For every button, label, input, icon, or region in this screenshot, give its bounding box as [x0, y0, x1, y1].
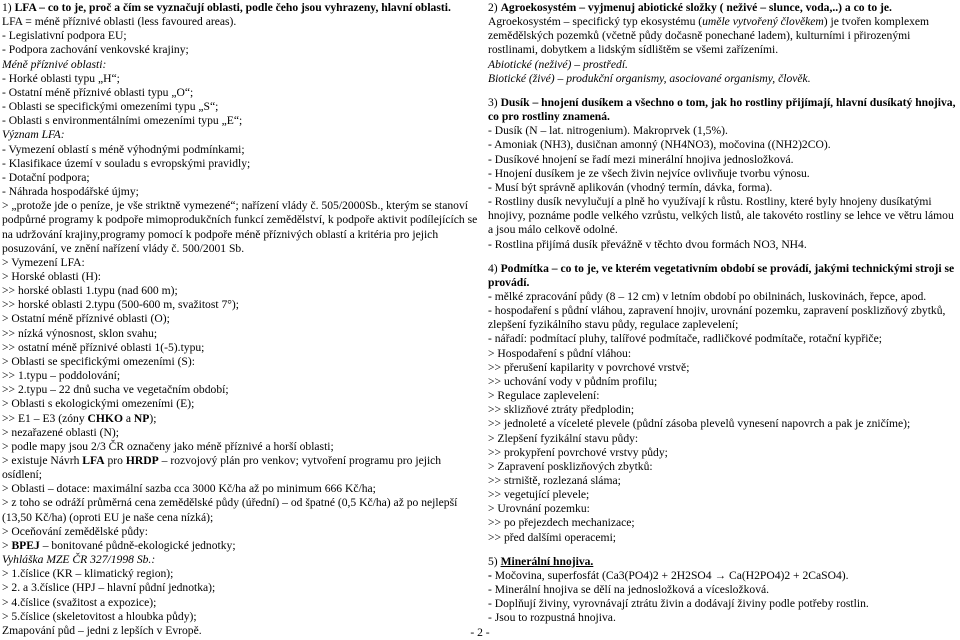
text-segment: > Ostatní méně příznivé oblasti (O);: [2, 312, 170, 326]
text-segment: NP: [133, 411, 150, 425]
text-segment: Biotické (živé) – produkční organismy, asociované organismy, člověk.: [488, 71, 811, 85]
text-line: [488, 417, 958, 431]
text-segment: 4): [488, 261, 501, 275]
text-segment: 2): [488, 1, 501, 14]
text-segment: - Jsou to rozpustná hnojiva.: [488, 611, 616, 625]
text-segment: - Rostlina přijímá dusík převážně v těchto dvou formách NO3, NH4.: [488, 237, 807, 251]
text-segment: - Dusíkové hnojení se řadí mezi minerální hnojiva jednosložková.: [488, 152, 794, 166]
text-line: [488, 516, 958, 530]
text-segment: – co to je, proč a: [36, 1, 123, 14]
text-segment: Agroekosystém – specifický typ ekosystému (: [488, 15, 703, 29]
text-line: [2, 596, 478, 610]
text-line: [488, 460, 958, 474]
text-segment: >> horské oblasti 1.typu (nad 600 m);: [2, 284, 178, 298]
text-segment: - Doplňují živiny, vyrovnávají ztrátu živin a dodávají živiny podle potřeby rostlin.: [488, 597, 869, 611]
text-segment: Podmítka – co to je, ve kterém vegetativním období se provádí, jakými technickými stroji se provádí.: [488, 261, 955, 289]
text-segment: HRDP: [125, 454, 159, 467]
text-line: [2, 86, 478, 100]
text-line: [2, 567, 478, 581]
text-line: [488, 432, 958, 446]
text-segment: Dusík – hnojení dusíkem a všechno o tom, jak ho rostliny přijímají, hlavní dusíkatý hnojiva, co pro rostliny znamená.: [488, 95, 956, 124]
text-segment: - Legislativní podpora EU;: [2, 29, 127, 43]
page-number: - 2 -: [470, 626, 490, 639]
text-segment: Vyhláška MZE ČR 327/1998 Sb.:: [2, 553, 156, 567]
text-segment: - Rostliny dusík nevylučují a plně ho využívají k růstu. Rostliny, které byly hnojeny dusíkatými hnojivy, poznáme podle velkého vzrůstu, velkých listů, ale takovéto rostliny se lehce ve větru lámou a jsou málo celkově odolné.: [488, 195, 954, 237]
text-line: [2, 525, 478, 539]
text-segment: Význam LFA:: [2, 128, 65, 142]
text-line: [2, 355, 478, 369]
text-line: [488, 361, 958, 375]
text-line: [488, 332, 958, 346]
text-line: [488, 124, 958, 138]
right-column: [488, 1, 958, 626]
text-segment: > „protože jde o peníze, je vše striktně vymezené“; nařízení vlády č. 505/2000Sb., kterým se stanoví podpůrné programy k podpoře mimoprodukčních funkcí zemědělství, k podpoře aktivit podílejících se na udržování krajiny,programy pomocí k podpoře méně příznivých oblastí a kritéria pro jejich posuzování, ve znění nařízení vlády č. 500/2001 Sb.: [2, 199, 478, 255]
text-line: [488, 72, 958, 86]
text-line: [488, 290, 958, 304]
text-line: [2, 312, 478, 326]
text-segment: a: [122, 411, 134, 425]
text-segment: > Horské oblasti (H):: [2, 269, 101, 283]
text-line: [488, 167, 958, 181]
paragraph-gap: [488, 252, 958, 262]
text-segment: 3): [488, 95, 501, 109]
text-line: [488, 597, 958, 611]
text-line: [2, 454, 478, 482]
text-segment: >> ostatní méně příznivé oblasti 1(-5).typu;: [2, 340, 205, 354]
text-segment: Méně příznivé oblasti:: [2, 57, 107, 71]
text-segment: ) je tvořen komplexem zemědělských pozemků (včetně půdy dočasně ponechané ladem), kulturními i přirozenými rostlinami, dobytkem a lidským sídlištěm se všemi zařízeními.: [488, 15, 930, 57]
text-line: [2, 496, 478, 524]
text-segment: > podle mapy jsou 2/3 ČR označeny jako méně příznivé a horší oblasti;: [2, 439, 334, 453]
text-segment: > 4.číslice (svažitost a expozice);: [2, 595, 157, 609]
text-segment: Abiotické (neživé) – prostředí.: [488, 57, 628, 71]
text-line: [2, 581, 478, 595]
text-segment: > z toho se odráží průměrná cena zemědělské půdy (úřední) – od špatné (0,5 Kč/ha) až po nejlepší (13,50 Kč/ha) (oproti EU je naše cena nízká);: [2, 496, 458, 524]
text-line: [2, 256, 478, 270]
text-segment: Agroekosystém – vyjmenuj abiotické složky ( neživé – slunce, voda,..) a co to je.: [500, 1, 892, 14]
text-line: [488, 304, 958, 332]
text-segment: - Musí být správně aplikován (vhodný termín, dávka, forma).: [488, 180, 773, 194]
paragraph-gap: [488, 545, 958, 555]
text-segment: > 1.číslice (KR – klimatický region);: [2, 567, 174, 581]
text-segment: LFA: [82, 454, 105, 467]
text-line: [2, 72, 478, 86]
text-line: [488, 583, 958, 597]
text-segment: - Hnojení dusíkem je ze všech živin nejvíce ovlivňuje tvorbu výnosu.: [488, 166, 810, 180]
text-line: [2, 171, 478, 185]
text-segment: BPEJ: [11, 538, 40, 552]
text-segment: > Oblasti – dotace: maximální sazba cca 3000 Kč/ha až po minimum 666 Kč/ha;: [2, 482, 376, 496]
text-segment: pro: [104, 454, 126, 467]
text-segment: - Ostatní méně příznivé oblasti typu „O“;: [2, 85, 194, 99]
text-line: [488, 403, 958, 417]
text-segment: - Minerální hnojiva se dělí na jednosložková a vícesložková.: [488, 583, 770, 597]
text-segment: uměle vytvořený člověkem: [702, 15, 824, 29]
text-segment: -: [488, 568, 495, 582]
text-segment: LFA = méně příznivé oblasti (less favoured areas).: [2, 15, 237, 29]
text-line: [2, 426, 478, 440]
text-segment: > Regulace zaplevelení:: [488, 389, 600, 403]
text-segment: 5): [488, 554, 501, 568]
text-segment: > Hospodaření s půdní vláhou:: [488, 346, 632, 360]
text-line: [2, 58, 478, 72]
text-segment: - hospodaření s půdní vláhou, zapravení hnojiv, urovnání pozemku, zapravení posklizňový zbytků, zlepšení fyzikálního stavu půdy, regulace zaplevelení;: [488, 304, 946, 332]
text-segment: >> jednoleté a víceleté plevele (půdní zásoba plevelů vynesení napovrch a pak je zničíme);: [488, 417, 911, 431]
text-line: [488, 181, 958, 195]
text-segment: - Oblasti s environmentálními omezeními typu „E“;: [2, 114, 243, 128]
text-segment: – rozvojový plán pro venkov; vytvoření programu pro jejich osídlení;: [2, 454, 442, 482]
text-line: [2, 143, 478, 157]
text-segment: - Náhrada hospodářské újmy;: [2, 185, 139, 199]
paragraph-gap: [488, 86, 958, 96]
text-line: [2, 397, 478, 411]
text-line: [2, 1, 478, 15]
text-line: [2, 412, 478, 426]
text-segment: >> horské oblasti 2.typu (500-600 m, svažitost 7°);: [2, 298, 240, 312]
text-segment: > 5.číslice (skeletovitost a hloubka půdy);: [2, 609, 197, 623]
text-segment: - Amoniak (NH3), dusičnan amonný (NH4NO3), močovina ((NH2)2CO).: [488, 138, 831, 152]
text-segment: CHKO: [87, 411, 123, 425]
text-line: [2, 327, 478, 341]
text-segment: > Oblasti se specifickými omezeními (S):: [2, 354, 195, 368]
text-line: [2, 341, 478, 355]
text-segment: >> uchování vody v půdním profilu;: [488, 374, 658, 388]
text-segment: > 2. a 3.číslice (HPJ – hlavní půdní jednotka);: [2, 581, 216, 595]
text-line: [488, 531, 958, 545]
text-line: [2, 539, 478, 553]
text-segment: >> po přejezdech mechanizace;: [488, 516, 635, 530]
text-segment: > Zapravení posklizňových zbytků:: [488, 459, 653, 473]
text-line: [488, 262, 958, 290]
text-line: [488, 611, 958, 625]
text-line: [488, 238, 958, 252]
text-segment: LFA: [14, 1, 37, 14]
text-segment: - Podpora zachování venkovské krajiny;: [2, 43, 189, 57]
text-line: [2, 553, 478, 567]
text-line: [2, 15, 478, 29]
text-segment: se vyznačují oblasti, podle čeho jsou vyhrazeny, hlavní oblasti.: [141, 1, 451, 14]
text-line: [488, 153, 958, 167]
text-segment: - Horké oblasti typu „H“;: [2, 71, 120, 85]
text-segment: >> prokypření povrchové vrstvy půdy;: [488, 445, 668, 459]
text-segment: - nářadí: podmítací pluhy, talířové podmítače, radličkové podmítače, rotační kypřiče;: [488, 332, 882, 346]
text-line: [2, 440, 478, 454]
text-segment: > Vymezení LFA:: [2, 255, 85, 269]
text-segment: >> nízká výnosnost, sklon svahu;: [2, 326, 158, 340]
text-segment: >> před dalšími operacemi;: [488, 530, 617, 544]
text-line: [2, 284, 478, 298]
text-line: [488, 58, 958, 72]
left-column: [2, 1, 478, 638]
text-line: [2, 383, 478, 397]
text-segment: > Zlepšení fyzikální stavu půdy:: [488, 431, 639, 445]
text-line: [488, 569, 958, 583]
text-line: [2, 29, 478, 43]
text-line: [488, 502, 958, 516]
text-segment: - Klasifikace území v souladu s evropskými pravidly;: [2, 156, 251, 170]
text-line: [488, 195, 958, 237]
text-line: [488, 1, 958, 15]
text-line: [488, 138, 958, 152]
text-line: [2, 610, 478, 624]
text-segment: - Vymezení oblastí s méně výhodnými podmínkami;: [2, 142, 245, 156]
text-segment: > existuje Návrh: [2, 454, 83, 467]
text-line: [488, 446, 958, 460]
text-line: [488, 96, 958, 124]
text-line: [488, 488, 958, 502]
text-segment: čím: [122, 1, 141, 14]
text-segment: >> strniště, rozlezaná sláma;: [488, 474, 621, 487]
text-line: [2, 128, 478, 142]
text-segment: >: [2, 538, 12, 552]
text-line: [2, 270, 478, 284]
text-line: [488, 474, 958, 488]
text-segment: - Dusík (N – lat. nitrogenium). Makroprvek (1,5%).: [488, 124, 728, 138]
text-line: [488, 347, 958, 361]
text-line: [2, 43, 478, 57]
text-line: [2, 185, 478, 199]
text-line: [488, 555, 958, 569]
text-segment: > Oceňování zemědělské půdy:: [2, 524, 148, 538]
text-segment: > Oblasti s ekologickými omezeními (E);: [2, 397, 195, 411]
text-line: [2, 157, 478, 171]
text-segment: >> sklizňové ztráty předplodin;: [488, 403, 635, 417]
text-segment: 1): [2, 1, 15, 14]
text-segment: Zmapování půd – jedni z lepších v Evropě.: [2, 623, 202, 637]
text-segment: Močovina, superfosfát (Ca3(PO4)2 + 2H2SO4 → Ca(H2PO4)2 + 2CaSO4).: [494, 568, 849, 582]
text-segment: );: [149, 411, 157, 425]
text-line: [2, 298, 478, 312]
text-line: [488, 389, 958, 403]
text-line: [2, 199, 478, 256]
text-line: [2, 482, 478, 496]
text-line: [2, 369, 478, 383]
text-segment: >> vegetující plevele;: [488, 488, 590, 502]
text-line: [2, 114, 478, 128]
text-segment: > nezařazené oblasti (N);: [2, 425, 119, 439]
text-segment: - mělké zpracování půdy (8 – 12 cm) v letním období po obilninách, luskovinách, řepce, apod.: [488, 289, 927, 303]
text-segment: - Oblasti se specifickými omezeními typu „S“;: [2, 100, 219, 114]
text-segment: – bonitované půdně-ekologické jednotky;: [39, 538, 236, 552]
text-line: [488, 375, 958, 389]
text-segment: >> E1 – E3 (zóny: [2, 411, 88, 425]
text-segment: >> 2.typu – 22 dnů sucha ve vegetačním období;: [2, 383, 229, 397]
text-segment: >> přerušení kapilarity v povrchové vrstvě;: [488, 360, 690, 374]
text-segment: - Dotační podpora;: [2, 170, 90, 184]
text-segment: > Urovnání pozemku:: [488, 502, 590, 516]
text-segment: >> 1.typu – poddolování;: [2, 369, 121, 383]
text-segment: Minerální hnojiva.: [500, 554, 594, 568]
text-line: [2, 100, 478, 114]
text-line: [488, 15, 958, 57]
